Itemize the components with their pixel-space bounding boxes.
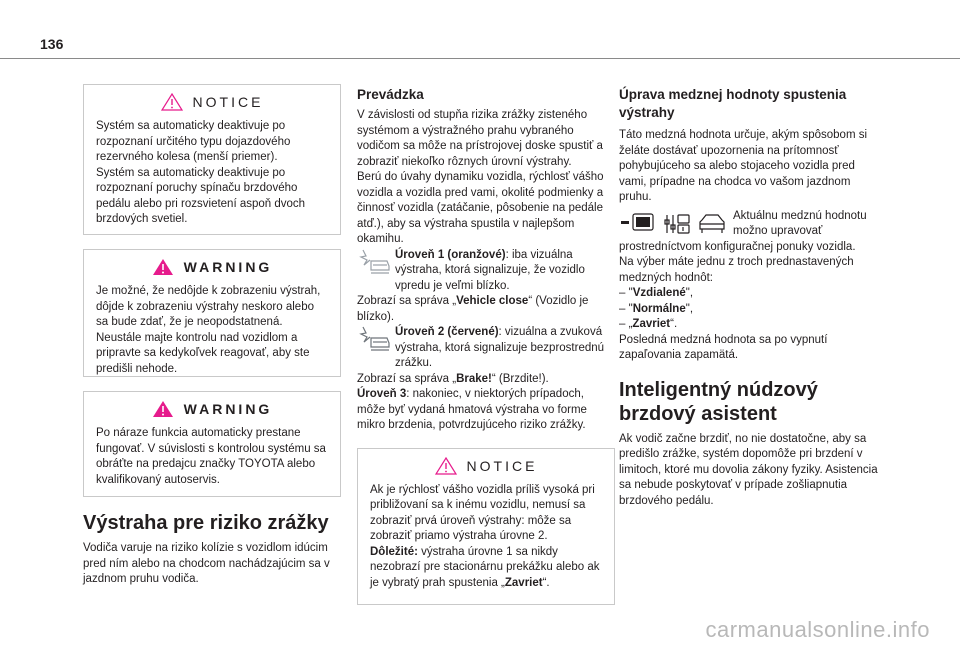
notice-text: Systém sa automaticky deaktivuje po rozpoznaní určitého typu dojazdového rezervného kolesa (menší priemer). [96, 120, 291, 163]
level-1-message [357, 294, 615, 325]
msg-bold: Vehicle close [456, 295, 529, 307]
level-3-label: Úroveň 3 [357, 388, 407, 400]
threshold-name: Zavriet [504, 576, 543, 589]
watermark: carmanualsonline.info [705, 617, 930, 642]
list-end: “. [670, 318, 678, 330]
list-dash: – " [619, 287, 633, 299]
list-value: Vzdialené [632, 287, 686, 299]
icon-group [619, 212, 727, 236]
msg-bold: Brake! [456, 372, 492, 385]
warning-title: WARNING [183, 401, 273, 417]
important-label: Dôležité: [370, 545, 418, 558]
list-value: Normálne [632, 302, 686, 315]
level-1-row [357, 248, 615, 295]
caution-triangle-icon [435, 457, 457, 475]
section-heading: Prevádzka [357, 87, 424, 102]
notice-box-2 [357, 448, 615, 605]
paragraph: V závislosti od stupňa rizika zrážky zisteného systémom a výstražného prahu vybraného vodičom sa môže na prístrojovej doske spustiť a zobraziť niekoľko rôznych úrovní výstrahy. [357, 109, 603, 168]
warning-box-1 [83, 249, 341, 377]
level-1-desc: : iba vizuálna výstraha, ktorá signalizuje, že vozidlo vpredu je veľmi blízko. [395, 248, 585, 292]
warning-header [96, 400, 328, 418]
paragraph: Posledná medzná hodnota sa po vypnutí zapaľovania zapamätá. [619, 333, 828, 361]
paragraph: prostredníctvom konfiguračnej ponuky vozidla. [619, 240, 856, 253]
section-heading: Úprava medznej hodnoty spustenia výstrahy [619, 87, 847, 120]
paragraph: Táto medzná hodnota určuje, akým spôsobom si želáte dostávať upozornenia na prítomnosť pohybujúceho sa alebo stojaceho vozidla pred vami, prípadne na chodca vo vašom jazdnom pruhu. [619, 129, 868, 203]
collision-alert-orange-icon [357, 248, 391, 274]
section-title: Výstraha pre riziko zrážky [83, 512, 329, 534]
page-number: 136 [40, 36, 64, 52]
level-1-label: Úroveň 1 (oranžové) [395, 248, 506, 261]
list-dash: – „ [619, 318, 633, 330]
quote-end: “. [542, 576, 550, 589]
level-1-text [395, 248, 615, 295]
warning-text: Neustále majte kontrolu nad vozidlom a pripravte sa kedykoľvek reagovať, aby ste predišli nehode. [96, 331, 310, 375]
column-2 [357, 84, 615, 619]
vehicle-settings-icon [619, 212, 657, 234]
level-2-message [357, 372, 615, 388]
sliders-icon [663, 212, 691, 236]
warning-box-2 [83, 391, 341, 497]
list-end: ", [685, 302, 694, 315]
list-value: Zavriet [632, 318, 671, 330]
notice-text [370, 545, 602, 592]
icons-caption: Aktuálnu medznú hodnotu možno upravovať [733, 209, 867, 237]
notice-title: NOTICE [192, 94, 264, 110]
msg-post: “ (Brzdite!). [491, 372, 549, 385]
notice-text: Ak je rýchlosť vášho vozidla príliš vysoká pri približovaní sa k inému vozidlu, nemusí sa zobraziť prvá úroveň výstrahy: môže sa zobraziť priamo výstraha úrovne 2. [370, 483, 595, 542]
warning-triangle-icon [152, 258, 174, 276]
list-dash: – " [619, 302, 633, 315]
section-title: Inteligentný núdzový brzdový asistent [619, 378, 818, 425]
msg-post: “ (Vozidlo je blízko). [357, 295, 589, 323]
caution-triangle-icon [161, 93, 183, 111]
warning-title: WARNING [183, 259, 273, 275]
notice-title: NOTICE [466, 457, 538, 474]
column-1 [83, 84, 341, 588]
warning-triangle-icon [152, 400, 174, 418]
list-item [619, 302, 881, 318]
important-text: výstraha úrovne 1 sa nikdy nezobrazí pre stacionárnu prekážku alebo ak je vybratý prah spustenia „ [370, 545, 600, 589]
config-icons-row [619, 209, 881, 240]
level-2-label: Úroveň 2 (červené) [395, 326, 499, 338]
level-2-row [357, 325, 615, 372]
level-3-text [357, 387, 615, 434]
list-item [619, 317, 881, 333]
paragraph: Berú do úvahy dynamiku vozidla, rýchlosť vášho vozidla a vozidla pred vami, okolité podmienky a činnosť vozidla (zatáčanie, pôsobenie na pedále atď.), aby sa výstraha spustila v najlepšom okamihu. [357, 171, 604, 245]
column-3 [619, 84, 881, 509]
msg-pre: Zobrazí sa správa „ [357, 295, 457, 307]
notice-header [370, 457, 602, 475]
collision-alert-red-icon [357, 325, 391, 351]
car-icon [697, 212, 727, 236]
warning-header [96, 258, 328, 276]
warning-text: Po náraze funkcia automaticky prestane fungovať. V súvislosti s kontrolou systému sa obráťte na predajcu značky TOYOTA alebo kvalifikovaný autoservis. [96, 427, 326, 486]
section-text: Vodiča varuje na riziko kolízie s vozidlom idúcim pred ním alebo na chodcom nachádzajúcim sa v jazdnom pruhu vodiča. [83, 542, 330, 585]
level-3-desc: : nakoniec, v niektorých prípadoch, môže byť vydaná hmatová výstraha vo forme mikro brzdenia, potvrdzujúceho riziko zrážky. [357, 388, 587, 431]
top-rule [0, 58, 960, 59]
notice-text: Systém sa automaticky deaktivuje po rozpoznaní poruchy spínaču brzdového pedálu alebo pri rozsvietení aspoň dvoch brzdových svetiel. [96, 166, 306, 225]
level-2-desc: : vizuálna a zvuková výstraha, ktorá signalizuje bezprostrednú zrážku. [395, 326, 605, 369]
paragraph: Na výber máte jednu z troch prednastavených medzných hodnôt: [619, 256, 854, 284]
list-item [619, 286, 881, 302]
notice-box-1 [83, 84, 341, 235]
msg-pre: Zobrazí sa správa „ [357, 372, 457, 385]
list-end: ", [685, 287, 694, 299]
level-2-text [395, 325, 615, 372]
warning-text: Je možné, že nedôjde k zobrazeniu výstrah, dôjde k zobrazeniu výstrahy neskoro alebo sa bude zdať, že je neopodstatnená. [96, 285, 321, 328]
section-text: Ak vodič začne brzdiť, no nie dostatočne, aby sa predišlo zrážke, systém dopomôže pri brzdení v limitoch, ktoré mu dovolia zákony fyziky. Asistencia sa nebude poskytovať v prípade zošliapnutia brzdového pedálu. [619, 432, 878, 507]
notice-header [96, 93, 328, 111]
